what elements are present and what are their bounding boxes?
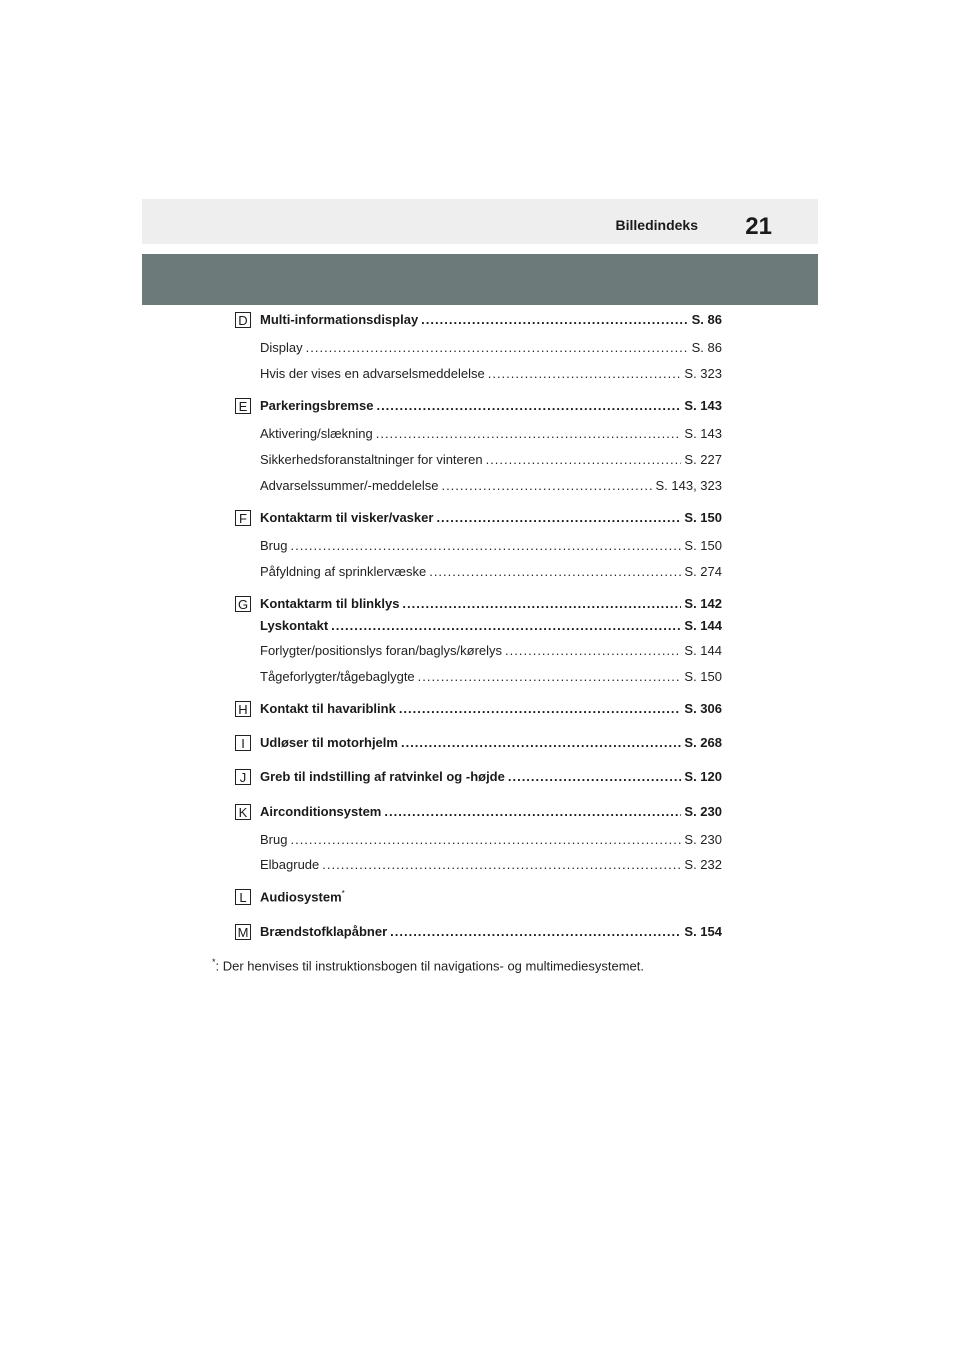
leader-dots [376,426,682,441]
entry-label: Brug [260,538,288,553]
leader-dots [402,596,681,611]
leader-dots [290,538,681,553]
index-subentry[interactable] [260,669,722,684]
section-letter-e: E [235,398,251,414]
section-letter-d: D [235,312,251,328]
leader-dots [322,857,681,872]
index-entry[interactable] [260,596,722,611]
footnote-text: : Der henvises til instruktionsbogen til navigations- og multimediesystemet. [215,958,644,974]
entry-page-ref: S. 86 [691,312,722,327]
entry-label: Multi-informationsdisplay [260,312,419,327]
entry-label: Forlygter/positionslys foran/baglys/kørelys [260,643,503,658]
section-letter-i: I [235,735,251,751]
index-subentry[interactable] [260,643,722,658]
entry-page-ref: S. 274 [684,564,722,579]
entry-page-ref: S. 150 [684,538,722,553]
leader-dots [390,924,681,939]
index-entry[interactable] [260,769,722,784]
entry-label: Elbagrude [260,857,320,872]
index-entry[interactable] [260,735,722,750]
leader-dots [384,804,681,819]
leader-dots [508,769,682,784]
entry-page-ref: S. 144 [684,643,722,658]
leader-dots [436,510,681,525]
entry-label: Udløser til motorhjelm [260,735,398,750]
section-letter-h: H [235,701,251,717]
leader-dots [399,701,682,716]
index-entry[interactable] [260,312,722,327]
entry-label: Aktivering/slækning [260,426,373,441]
entry-page-ref: S. 144 [684,618,722,633]
leader-dots [488,366,682,381]
leader-dots [376,398,681,413]
entry-label: Påfyldning af sprinklervæske [260,564,427,579]
entry-label: Airconditionsystem [260,804,382,819]
entry-page-ref: S. 150 [684,510,722,525]
entry-label: Brug [260,832,288,847]
index-entry[interactable] [260,398,722,413]
entry-page-ref: S. 143, 323 [655,478,722,493]
entry-page-ref: S. 323 [684,366,722,381]
leader-dots [306,340,689,355]
section-letter-g: G [235,596,251,612]
index-subentry[interactable] [260,538,722,553]
section-letter-j: J [235,769,251,785]
index-subentry[interactable] [260,832,722,847]
index-entry[interactable] [260,889,722,904]
entry-label: Advarselssummer/-meddelelse [260,478,439,493]
index-subentry[interactable] [260,426,722,441]
entry-page-ref: S. 142 [684,596,722,611]
leader-dots [401,735,681,750]
leader-dots [331,618,681,633]
leader-dots [505,643,681,658]
index-subentry[interactable] [260,857,722,872]
entry-page-ref: S. 268 [684,735,722,750]
leader-dots [290,832,681,847]
entry-label: Display [260,340,303,355]
index-entry[interactable] [260,924,722,939]
entry-label: Tågeforlygter/tågebaglygte [260,669,415,684]
index-entry[interactable] [260,510,722,525]
section-letter-k: K [235,804,251,820]
section-letter-m: M [235,924,251,940]
index-subentry[interactable] [260,366,722,381]
footnote-marker: * [341,889,345,898]
footnote [212,957,644,973]
entry-page-ref: S. 150 [684,669,722,684]
index-subentry[interactable] [260,340,722,355]
leader-dots [421,312,688,327]
entry-page-ref: S. 232 [684,857,722,872]
entry-page-ref: S. 154 [684,924,722,939]
index-subentry[interactable] [260,478,722,493]
entry-page-ref: S. 306 [684,701,722,716]
entry-label: Hvis der vises en advarselsmeddelelse [260,366,485,381]
entry-label: Brændstofklapåbner [260,924,388,939]
index-entry[interactable] [260,701,722,716]
entry-page-ref: S. 143 [684,426,722,441]
leader-dots [441,478,652,493]
entry-page-ref: S. 120 [684,769,722,784]
entry-page-ref: S. 230 [684,832,722,847]
index-entry[interactable] [260,618,722,633]
entry-page-ref: S. 227 [684,452,722,467]
entry-label: Greb til indstilling af ratvinkel og -højde [260,769,505,784]
section-letter-f: F [235,510,251,526]
entry-label: Kontakt til havariblink [260,701,396,716]
entry-label: Parkeringsbremse [260,398,374,413]
entry-page-ref: S. 143 [684,398,722,413]
entry-label: Kontaktarm til visker/vasker [260,510,434,525]
page-number: 21 [745,213,772,240]
index-subentry[interactable] [260,452,722,467]
leader-dots [418,669,682,684]
section-letter-l: L [235,889,251,905]
index-entry[interactable] [260,804,722,819]
entry-label: Sikkerhedsforanstaltninger for vinteren [260,452,483,467]
entry-page-ref: S. 230 [684,804,722,819]
entry-label: Lyskontakt [260,618,329,633]
footnote-mark: * [212,957,216,967]
leader-dots [486,452,682,467]
entry-label: Audiosystem* [260,889,345,905]
entry-label: Kontaktarm til blinklys [260,596,400,611]
section-title: Billedindeks [615,217,698,233]
entry-page-ref: S. 86 [691,340,722,355]
leader-dots [429,564,681,579]
index-subentry[interactable] [260,564,722,579]
